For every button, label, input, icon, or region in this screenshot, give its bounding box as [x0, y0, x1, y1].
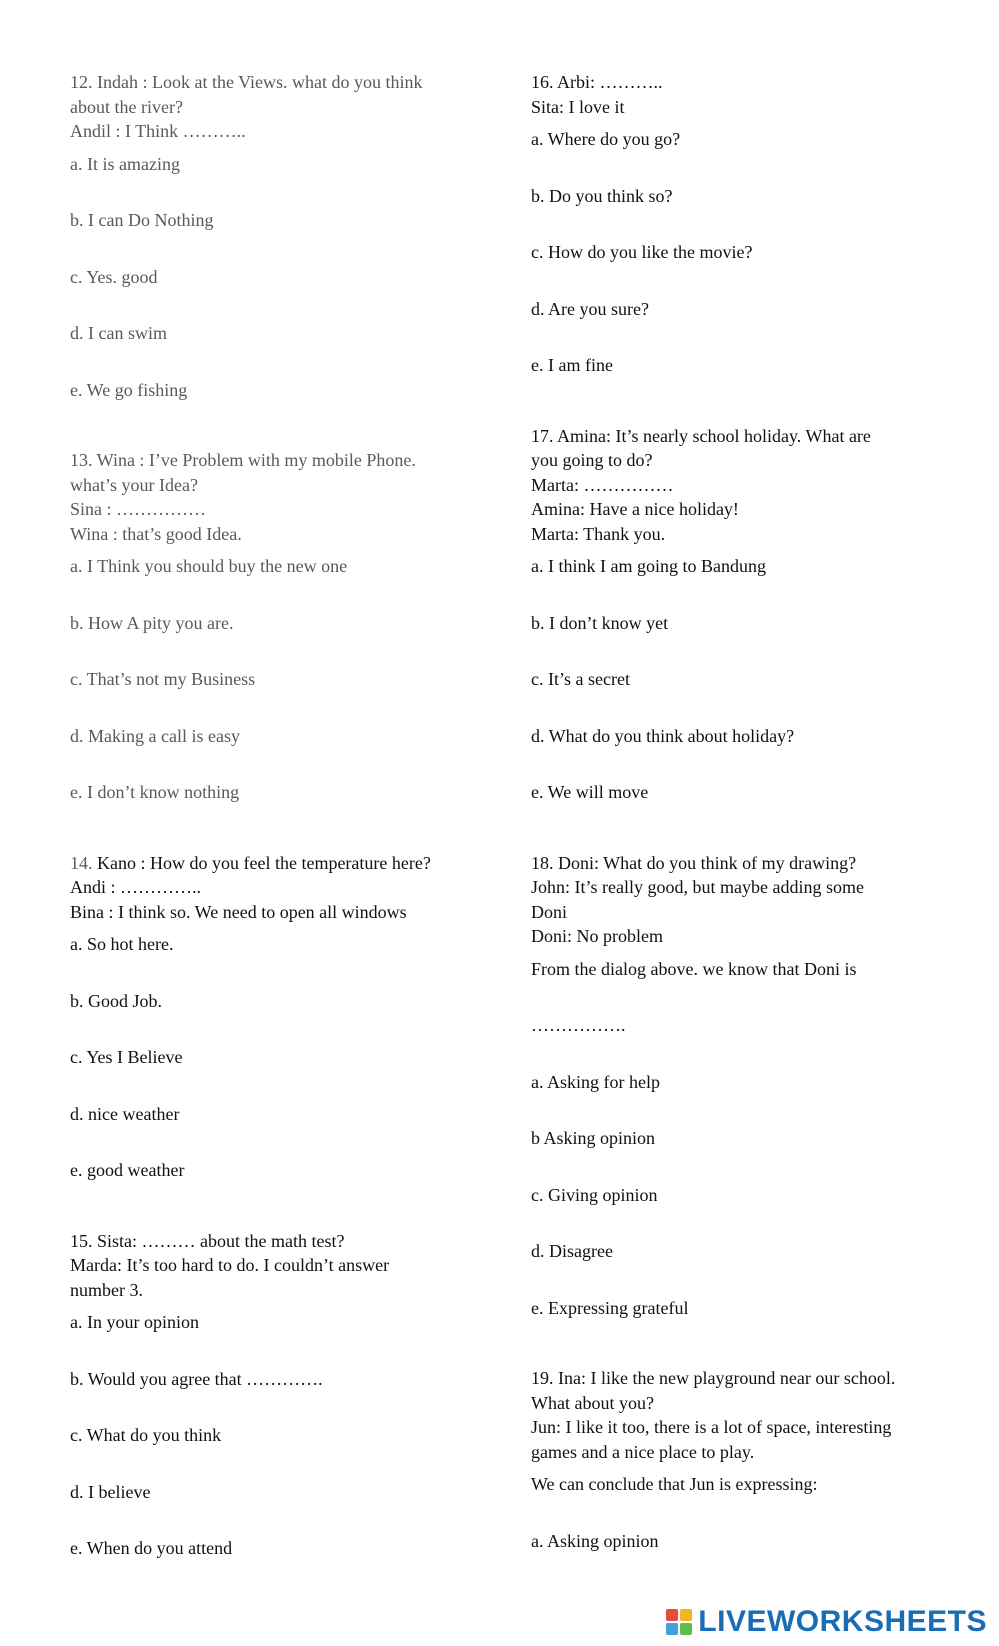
prompt-line: [70, 851, 490, 876]
option-c[interactable]: c. How do you like the movie?: [531, 242, 753, 262]
option-e[interactable]: e. I am fine: [531, 355, 613, 375]
prompt-text: Kano : How do you feel the temperature here?: [92, 852, 431, 873]
prompt-line: Wina : that’s good Idea.: [70, 523, 242, 544]
prompt-line: 15. Sista: ……… about the math test?: [70, 1230, 345, 1251]
prompt-line: 13. Wina : I’ve Problem with my mobile Phone.: [70, 450, 416, 470]
option-b[interactable]: b. I can Do Nothing: [70, 210, 214, 230]
option-e[interactable]: e. We go fishing: [70, 379, 188, 400]
left-column: [70, 70, 490, 1561]
option-c[interactable]: c. It’s a secret: [531, 669, 630, 689]
option-b[interactable]: b. Would you agree that ………….: [70, 1368, 323, 1389]
prompt-line: 12. Indah : Look at the Views. what do you think: [70, 72, 423, 92]
option-a[interactable]: a. Where do you go?: [531, 129, 681, 149]
logo-square: [666, 1623, 678, 1635]
option-d[interactable]: d. What do you think about holiday?: [531, 725, 795, 746]
prompt-line: 17. Amina: It’s nearly school holiday. What are: [531, 425, 871, 446]
option-c[interactable]: c. Yes. good: [70, 266, 158, 287]
question-16-prompt: [531, 70, 951, 119]
logo-square: [680, 1609, 692, 1621]
prompt-line: Andi : …………..: [70, 877, 202, 897]
question-19-prompt: [531, 1366, 951, 1464]
question-12: [70, 70, 490, 402]
option-c[interactable]: c. Giving opinion: [531, 1184, 658, 1205]
option-d[interactable]: d. Making a call is easy: [70, 725, 240, 746]
question-18: [531, 851, 951, 1321]
option-a[interactable]: a. So hot here.: [70, 934, 174, 954]
prompt-line: Marta: ……………: [531, 474, 674, 495]
question-18-prompt: [531, 851, 951, 949]
prompt-line: Andil : I Think ………..: [70, 121, 246, 141]
option-e[interactable]: e. We will move: [531, 782, 649, 802]
option-e[interactable]: e. When do you attend: [70, 1538, 233, 1558]
prompt-line: Bina : I think so. We need to open all windows: [70, 901, 407, 922]
logo-text: LIVEWORKSHEETS: [698, 1605, 987, 1638]
question-14: [70, 851, 490, 1183]
liveworksheets-logo: [666, 1604, 987, 1640]
option-a[interactable]: a. In your opinion: [70, 1312, 199, 1332]
question-16: [531, 70, 951, 378]
option-e[interactable]: e. good weather: [70, 1160, 185, 1180]
prompt-line: about the river?: [70, 96, 183, 117]
question-17: [531, 424, 951, 805]
prompt-line: number 3.: [70, 1279, 143, 1300]
question-14-prompt: [70, 851, 490, 925]
option-a[interactable]: a. It is amazing: [70, 153, 180, 174]
prompt-line: games and a nice place to play.: [531, 1441, 755, 1462]
prompt-line: Sita: I love it: [531, 96, 625, 117]
question-12-prompt: [70, 70, 490, 144]
question-15-prompt: [70, 1229, 490, 1303]
prompt-line: Doni: No problem: [531, 926, 663, 946]
option-c[interactable]: c. Yes I Believe: [70, 1047, 183, 1067]
option-c[interactable]: c. That’s not my Business: [70, 669, 256, 689]
prompt-line: Doni: [531, 901, 567, 922]
option-a[interactable]: a. I Think you should buy the new one: [70, 556, 348, 576]
option-a[interactable]: a. Asking opinion: [531, 1530, 659, 1551]
prompt-line: John: It’s really good, but maybe adding some: [531, 877, 864, 897]
option-a[interactable]: a. I think I am going to Bandung: [531, 556, 766, 576]
prompt-line: Amina: Have a nice holiday!: [531, 499, 739, 519]
option-b[interactable]: b. Do you think so?: [531, 185, 673, 206]
option-e[interactable]: e. Expressing grateful: [531, 1297, 689, 1318]
option-c[interactable]: c. What do you think: [70, 1425, 222, 1445]
answer-blank: …………….: [531, 1015, 626, 1035]
right-column: [531, 70, 951, 1553]
logo-square: [666, 1609, 678, 1621]
prompt-line: Marta: Thank you.: [531, 523, 666, 544]
question-17-prompt: [531, 424, 951, 547]
logo-square: [680, 1623, 692, 1635]
option-d[interactable]: d. Are you sure?: [531, 298, 649, 319]
question-19-instruction: We can conclude that Jun is expressing:: [531, 1474, 818, 1494]
option-b[interactable]: b. I don’t know yet: [531, 612, 669, 633]
logo-mark-icon: [666, 1609, 692, 1635]
prompt-line: Marda: It’s too hard to do. I couldn’t answer: [70, 1255, 390, 1275]
question-15: [70, 1229, 490, 1561]
question-13: [70, 448, 490, 805]
option-e[interactable]: e. I don’t know nothing: [70, 782, 240, 802]
question-number: 14.: [70, 852, 93, 873]
option-d[interactable]: d. I believe: [70, 1481, 151, 1502]
question-13-prompt: [70, 448, 490, 546]
prompt-line: you going to do?: [531, 450, 653, 470]
prompt-line: What about you?: [531, 1392, 654, 1413]
prompt-line: 19. Ina: I like the new playground near our school.: [531, 1368, 896, 1388]
prompt-line: 16. Arbi: ………..: [531, 72, 663, 92]
prompt-line: 18. Doni: What do you think of my drawing?: [531, 852, 857, 873]
option-d[interactable]: d. Disagree: [531, 1241, 613, 1261]
prompt-line: Jun: I like it too, there is a lot of space, interesting: [531, 1417, 892, 1437]
prompt-line: Sina : ……………: [70, 499, 207, 519]
option-d[interactable]: d. nice weather: [70, 1103, 180, 1124]
option-b[interactable]: b Asking opinion: [531, 1128, 656, 1148]
question-19: [531, 1366, 951, 1553]
prompt-line: what’s your Idea?: [70, 474, 198, 495]
option-b[interactable]: b. How A pity you are.: [70, 612, 234, 633]
option-d[interactable]: d. I can swim: [70, 323, 167, 343]
option-a[interactable]: a. Asking for help: [531, 1071, 660, 1092]
option-b[interactable]: b. Good Job.: [70, 990, 163, 1011]
question-18-instruction: From the dialog above. we know that Doni is: [531, 958, 857, 979]
